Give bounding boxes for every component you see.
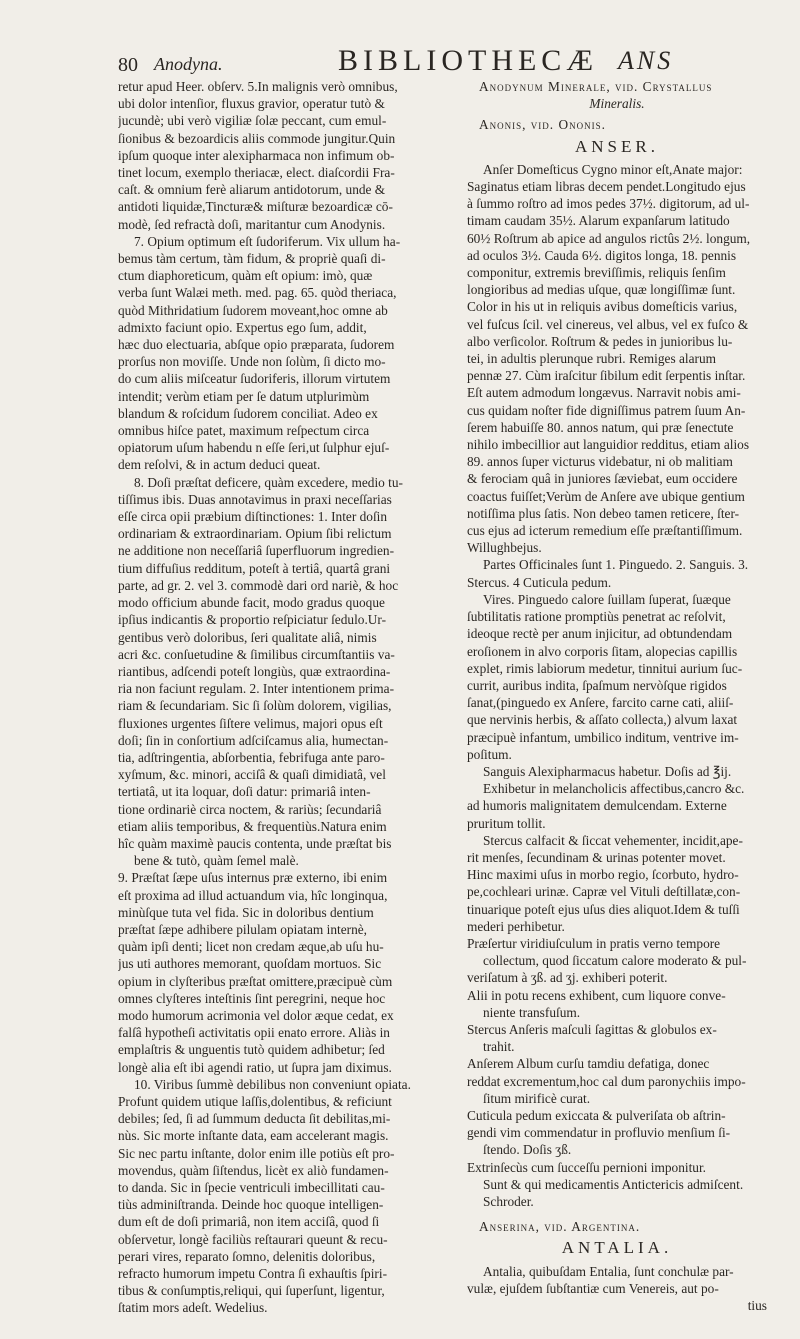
text-line: à ſummo roſtro ad imos pedes 37½. digitorum, ad ul- <box>467 196 750 212</box>
text-line: Sunt & qui medicamentis Antictericis admiſcent. <box>483 1176 744 1192</box>
text-line: præcipuè infantum, umbilico inditum, ventrive im- <box>467 729 739 745</box>
text-line: blandum & roſcidum ſudorem conciliat. Adeo ex <box>118 405 378 421</box>
text-line: xyſmum, &c. minori, acciſâ & quaſi dimidiatâ, vel <box>118 767 386 783</box>
text-line: 8. Doſi præſtat deficere, quàm excedere, medio tu- <box>134 474 403 490</box>
text-line: ipſius indicantis & proportio reſpiciatur ſedulo.Ur- <box>118 612 387 628</box>
text-line: vulæ, ejuſdem ſubſtantiæ cum Venereis, aut po- <box>467 1280 719 1296</box>
text-line: opiatorum uſum habendu n eſſe ſeri,ut ſulphur ejuſ- <box>118 440 390 456</box>
text-line: tinuarique poteſt ejus uſus dies aliquot.Idem & tuſſi <box>467 901 740 917</box>
text-line: veriſatum à ʒß. ad ʒj. exhiberi poterit. <box>467 970 668 986</box>
text-line: Alii in potu recens exhibent, cum liquore conve- <box>467 987 726 1003</box>
text-line: Præſertur viridiuſculum in pratis verno tempore <box>467 935 721 951</box>
text-line: Anſer Domeſticus Cygno minor eſt,Anate major: <box>483 161 743 177</box>
text-line: jucundè; ubi verò vigiliæ ſolæ peccant, cum emul- <box>118 113 387 129</box>
text-line: ad oculos 3½. Cauda 6½. digitos longa, 18. pennis <box>467 247 737 263</box>
text-line: tia, adſtringentia, abſorbentia, febrifuga ante paro- <box>118 749 385 765</box>
text-line: albo verſicolor. Roſtrum & pedes in junioribus lu- <box>467 333 733 349</box>
text-line: antidoti liquidæ,Tincturæ& miſturæ bezoardicæ cō- <box>118 199 393 215</box>
text-line: ipſum quoque inter alexipharmaca non infimum ob- <box>118 147 395 163</box>
text-line: trahit. <box>483 1039 515 1055</box>
text-line: ſubtilitatis ratione promptiùs penetrat ac reſolvit, <box>467 609 726 625</box>
page-number: 80 <box>118 54 138 76</box>
text-line: currit, auribus indita, ſpaſmum nervòſque rigidos <box>467 677 727 693</box>
text-line: collectum, quod ſiccatum calore moderato & pul- <box>483 953 747 969</box>
text-line: Sanguis Alexipharmacus habetur. Doſis ad ℥ij. <box>483 763 732 779</box>
text-line: ad humoris malignitatem demulcendam. Externe <box>467 798 727 814</box>
text-line: vel fuſcus ſcil. vel cinereus, vel albus, vel ex fuſco & <box>467 316 749 332</box>
text-line: dem reſolvi, & in actum deduci queat. <box>118 457 321 473</box>
text-line: debiles; ſed, ſi ad ſummum deducta ſit debilitas,mi- <box>118 1111 391 1127</box>
text-line: doſi; ſin in conſortium adſciſcamus alia, humectan- <box>118 732 389 748</box>
text-line: timam caudam 35½. Alarum expanſarum latitudo <box>467 213 730 229</box>
text-line: nùs. Sic morte inſtante data, eam accelerant magis. <box>118 1128 389 1144</box>
section-heading: ANTALIA. <box>561 1238 673 1258</box>
text-line: nihilo imbecillior aut languidior redditus, etiam alios <box>467 437 750 453</box>
text-line: ria non faciunt regulam. 2. Inter intentionem prima- <box>118 681 395 697</box>
text-line: ſtatim mors adeſt. Wedelius. <box>118 1300 268 1316</box>
left-column <box>118 78 446 1317</box>
text-line: Vires. Pinguedo calore ſuillam ſuperat, ſuæque <box>483 591 731 607</box>
text-line: quàm ipſi denti; licet non credam æque,ab uſu hu- <box>118 939 384 955</box>
text-line: bene & tutò, quàm ſemel malè. <box>134 853 299 869</box>
text-line: Extrinſecùs cum ſucceſſu pernioni imponitur. <box>467 1159 707 1175</box>
text-line: coactus fuiſſet;Verùm de Anſere ave ubique gentium <box>467 488 745 504</box>
text-line: do cum aliis miſceatur ſudoriferis, illorum virtutem <box>118 371 391 387</box>
text-line: eſſe circa opii præbium diſtinctiones: 1. Inter doſin <box>118 509 388 525</box>
text-line: parte, ad gr. 2. vel 3. commodè dari ord nariè, & hoc <box>118 577 399 593</box>
text-line: Color in his ut in reliquis avibus domeſticis varius, <box>467 299 738 315</box>
text-line: ſerem habuiſſe 80. annos natum, qui præ ſenectute <box>467 419 734 435</box>
text-line: hîc quàm maximè paucis contenta, unde præſtat bis <box>118 835 392 851</box>
text-line: ſitum mirificè curat. <box>483 1090 591 1106</box>
text-line: modo officium abunde facit, modo gradus quoque <box>118 595 385 611</box>
text-line: Hinc maximi uſus in morbo regio, ſcorbuto, hydro- <box>467 867 739 883</box>
text-line: gendi vim commendatur in profluvio menſium ſi- <box>467 1125 731 1141</box>
text-line: mederi perhibetur. <box>467 918 565 934</box>
anser-text <box>467 161 767 1210</box>
text-line: reddat excrementum,hoc cal dum paronychiis impo- <box>467 1073 746 1089</box>
text-line: to danda. Sic in ſpecie ventriculi imbecillitati cau- <box>118 1180 385 1195</box>
text-line: Stercus Anſeris maſculi ſagittas & globulos ex- <box>467 1021 717 1037</box>
text-line: ubi dolor intenſior, fluxus gravior, operatur tutò & <box>118 96 385 112</box>
text-line: minùſque tuta vel fida. Sic in doloribus dentium <box>118 904 374 920</box>
text-line: obſervetur, longè faciliùs reſtaurari queunt & recu- <box>118 1231 388 1247</box>
left-keyword: Anodyna. <box>154 54 223 74</box>
running-title: BIBLIOTHECÆ <box>338 44 598 77</box>
text-line: Willughbejus. <box>467 540 542 556</box>
text-line: ſtendo. Doſis ʒß. <box>483 1142 572 1158</box>
text-line: gentibus verò doloribus, ſeri qualitate aliâ, nimis <box>118 629 377 645</box>
text-line: Schroder. <box>483 1194 534 1209</box>
text-line: rit menſes, ſecundinam & urinas potenter movet. <box>467 849 726 865</box>
text-line: poſitum. <box>467 746 512 762</box>
text-line: opium in clyſteribus præſtat omittere,præcipuè cùm <box>118 973 393 989</box>
text-line: acri &c. conſuetudine & ſimilibus circumſtantiis va- <box>118 646 395 662</box>
cross-reference-cont: Mineralis. <box>589 96 645 112</box>
text-line: ctum diaphoreticum, quàm eſt opium: imò, quæ <box>118 268 373 284</box>
text-line: & ferociam quâ in juniores ſæviebat, eum occidere <box>467 471 738 487</box>
text-line: ſionibus & bezoardicis aliis commode jungitur.Quin <box>118 130 396 146</box>
text-line: 7. Opium optimum eſt ſudoriferum. Vix ullum ha- <box>134 233 401 249</box>
text-line: falſâ hypotheſi activitatis opii enato errore. Aliàs in <box>118 1025 390 1041</box>
text-line: Stercus. 4 Cuticula pedum. <box>467 574 612 590</box>
cross-reference: Anonis, vid. Ononis. <box>479 117 606 133</box>
text-line: refracto humorum impetu Contra ſi exhauſtis ſpiri- <box>118 1266 388 1282</box>
text-line: que nervinis herbis, & aſſato collecta,) alvum laxat <box>467 712 738 728</box>
text-line: eſt proxima ad illud actuandum via, hîc longinqua, <box>118 887 388 903</box>
text-line: Eſt autem admodum longævus. Narravit nobis ami- <box>467 385 741 401</box>
text-line: jus uti authores memorant, quoſdam mortuos. Sic <box>118 956 382 972</box>
text-line: caſt. & omnium ferè aliarum antidotorum, unde & <box>118 182 386 198</box>
text-line: Cuticula pedum exiccata & pulveriſata ob aſtrin- <box>467 1107 726 1123</box>
text-line: modè, ſed refractà doſi, maritantur cum Anodynis. <box>118 216 386 232</box>
text-line: ſanat,(pinguedo ex Anſere, farcito carne cati, aliiſ- <box>467 695 734 711</box>
text-line: prorſus non moviſſe. Unde non ſolùm, ſi dicto mo- <box>118 354 386 370</box>
text-line: tei, in adultis plerunque rubri. Remiges alarum <box>467 351 717 367</box>
text-line: movendus, quàm ſiſtendus, licèt ex aliò fundamen- <box>118 1162 389 1178</box>
text-line: pennæ 27. Cùm iraſcitur ſibilum edit ſerpentis inſtar. <box>467 368 746 384</box>
antalia-text <box>467 1263 767 1297</box>
text-line: tium diffuſius redditum, poteſt à tertiâ, quartâ grani <box>118 560 391 576</box>
text-line: 89. annos ſuper victurus videbatur, ni ob malitiam <box>467 454 733 470</box>
cross-reference: Anserina, vid. Argentina. <box>479 1219 641 1235</box>
text-line: componitur, extremis breviſſimis, reliquis ſenſim <box>467 265 726 281</box>
text-line: longioribus ad medias uſque, quæ longiſſimæ ſunt. <box>467 282 736 298</box>
text-line: Sic nec partu inſtante, dolor enim ille potiùs eſt pro- <box>118 1145 395 1161</box>
text-line: notiſſima plus ſatis. Non debeo tamen reticere, ſter- <box>467 505 740 521</box>
text-line: ne additione non neceſſariâ ſuperfluorum ingredien- <box>118 543 395 559</box>
text-line: dum eſt de doſi primariâ, non item acciſâ, quod ſi <box>118 1214 380 1230</box>
text-line: modo humorum acrimonia vel dolor æque cedat, ex <box>118 1007 394 1023</box>
running-head <box>118 44 758 78</box>
text-line: admixto faciunt opio. Expertus ego ſum, addit, <box>118 319 367 335</box>
text-line: ideoque rectè per anum injicitur, ad obtundendam <box>467 626 733 642</box>
text-line: ordinariam & extraordinariam. Opium ſibi relictum <box>118 526 392 542</box>
text-line: cus quidam noſter fide digniſſimus patrem ſuum An- <box>467 402 746 418</box>
text-line: Exhibetur in melancholicis affectibus,cancro &c. <box>483 781 745 797</box>
section-heading: ANSER. <box>575 136 659 156</box>
text-line: 10. Viribus ſummè debilibus non conveniunt opiata. <box>134 1076 411 1092</box>
text-line: Partes Officinales ſunt 1. Pinguedo. 2. Sanguis. 3. <box>483 557 749 573</box>
text-line: omnibus hiſce patet, maximum reſpectum circa <box>118 423 370 439</box>
text-line: præſtat ſæpe adhibere pilulam opiatam internè, <box>118 921 368 937</box>
text-line: explet, rimis labiorum medetur, tinnitui aurium ſuc- <box>467 660 743 676</box>
right-keyword: ANS <box>618 46 674 75</box>
text-line: tinet locum, exemplo theriacæ, elect. diaſcordii Fra- <box>118 165 395 181</box>
text-line: riantibus, adſcendi poteſt longiùs, quæ extraordina- <box>118 663 391 679</box>
text-line: eroſionem in alvo corporis ſitam, alopecias capillis <box>467 643 738 659</box>
text-line: 60½ Roſtrum ab apice ad angulos rictûs 2½. longum, <box>467 230 751 246</box>
text-line: tiùs adminiſtranda. Deinde hoc quoque intelligen- <box>118 1197 384 1213</box>
text-line: niente transfuſum. <box>483 1004 581 1020</box>
text-line: cus ejus ad icterum remedium eſſe præſtantiſſimum. <box>467 523 743 539</box>
text-line: Stercus calfacit & ſiccat vehementer, incidit,ape- <box>483 832 743 848</box>
text-line: riam & ſecundariam. Sic ſi ſolùm dolorem, vigilias, <box>118 698 392 714</box>
text-line: tiſſimus ibis. Duas annotavimus in praxi neceſſarias <box>118 491 392 507</box>
text-line: quòd Mithridatium ſudorem moveant,hoc omne ab <box>118 302 388 318</box>
text-line: tertiatâ, ut ita loquar, doſi datur: primariâ inten- <box>118 784 371 800</box>
text-line: Anſerem Album curſu tamdiu defatiga, donec <box>467 1056 710 1072</box>
text-line: Saginatus etiam libras decem pendet.Longitudo ejus <box>467 179 746 195</box>
text-line: intendit; verùm etiam per ſe datum utplurimùm <box>118 388 370 404</box>
text-line: fluxiones urgentes ſiſtere velimus, majori opus eſt <box>118 715 383 731</box>
text-line: Antalia, quibuſdam Entalia, ſunt conchulæ par- <box>483 1263 734 1279</box>
text-line: tione ordinariè circa noctem, & rariùs; ſecundariâ <box>118 801 382 817</box>
text-line: hæc duo electuaria, abſque opio præparata, ſudorem <box>118 337 395 353</box>
catchword: tius <box>747 1298 767 1314</box>
right-column <box>467 78 767 1314</box>
text-line: Profunt quidem utique laſſis,dolentibus, & reficiunt <box>118 1093 392 1109</box>
text-line: bemus tàm certum, tàm fidum, & propriè quaſi di- <box>118 251 386 267</box>
text-line: etiam aliis temporibus, & frequentiùs.Natura enim <box>118 818 387 834</box>
text-line: retur apud Heer. obſerv. 5.In malignis verò omnibus, <box>118 79 398 94</box>
text-line: longè alia eſt ibi agendi ratio, ut ſupra jam diximus. <box>118 1059 392 1075</box>
text-line: tibus & conſumptis,reliqui, qui ſuperſunt, ligentur, <box>118 1283 385 1299</box>
text-line: 9. Præſtat ſæpe uſus internus præ externo, ibi enim <box>118 870 388 886</box>
text-line: pe,cochleari urinæ. Capræ vel Vituli deſtillatæ,con- <box>467 884 741 900</box>
text-line: pruritum tollit. <box>467 815 546 831</box>
text-line: emplaſtris & unguentis tutò quidem adhibetur; ſed <box>118 1042 385 1058</box>
cross-reference: Anodynum Minerale, vid. Cryſtallus <box>479 79 713 94</box>
text-line: perari vires, reparato ſomno, delenitis doloribus, <box>118 1248 376 1264</box>
text-line: verba ſunt Walæi meth. med. pag. 65. quòd theriaca, <box>118 285 397 301</box>
text-line: omnes clyſteres inteſtinis ſint peregrini, neque hoc <box>118 990 386 1006</box>
